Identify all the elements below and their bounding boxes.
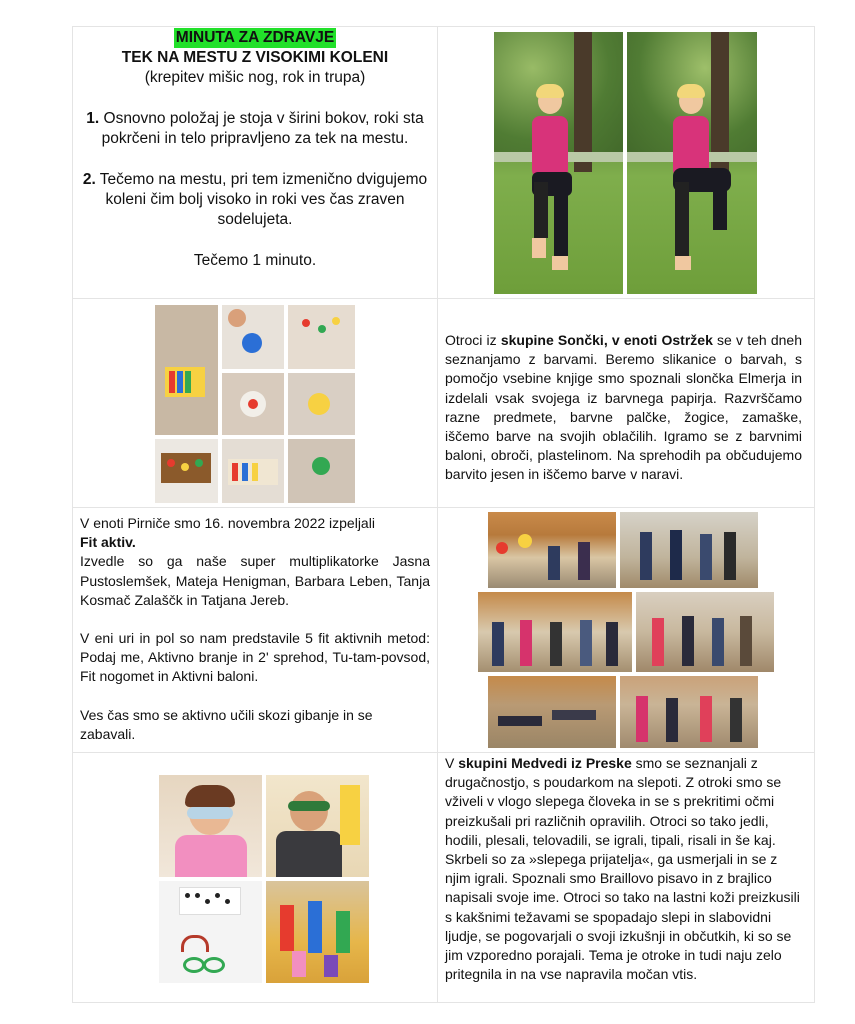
soncki-paragraph <box>438 299 814 485</box>
fit-collage <box>478 512 774 748</box>
blindness-collage <box>159 775 369 983</box>
medvedi-paragraph <box>438 753 814 984</box>
soncki-group-name: skupine Sončki, v enoti Ostržek <box>500 332 713 348</box>
collage-photo <box>155 305 218 435</box>
gym-photo <box>488 676 616 748</box>
colors-collage-cell <box>73 299 438 508</box>
gym-photo <box>620 676 758 748</box>
medvedi-text-start: V <box>445 755 459 771</box>
step-1-number: 1. <box>86 110 100 127</box>
step-2-text: Tečemo na mestu, pri tem izmenično dvigujemo koleni čim bolj visoko in roki ves čas zraven sodelujeta. <box>95 171 428 228</box>
exercise-photo-1 <box>494 32 623 294</box>
step-2 <box>73 170 437 230</box>
collage-photo <box>222 373 284 435</box>
soncki-text-rest: se v teh dneh seznanjamo z barvami. Beremo slikanice o barvah, s pomočjo vsebine knjige smo spoznali slončka Elmerja in izdelali vsak svojega iz barvnega papirja. Razvrščamo razne predmete, barvne palčke, žogice, zamaške, iščemo barve na svojih oblačilih. Igramo se z barvnimi baloni, obroči, plastelinom. Na sprehodih pa občudujemo barvito jesen in iščemo barve v naravi. <box>445 332 802 483</box>
medvedi-group-name: skupini Medvedi iz Preske <box>458 755 632 771</box>
medvedi-text-cell <box>438 753 815 1003</box>
step-1-text: Osnovno položaj je stoja v širini bokov, roki sta pokrčeni in telo pripravljeno za tek na mestu. <box>99 110 424 147</box>
step-2-number: 2. <box>82 171 96 188</box>
collage-photo <box>288 373 355 435</box>
medvedi-text-rest: smo se seznanjali z drugačnostjo, s poudarkom na slepoti. Z otroki smo se vživeli v vlogo slepega človeka in se s prekritimi očmi preizkušali pri različnih opravilih. Otroci so tako jedli, hodili, plesali, telovadili, se igrali, tipali, risali in še kaj. Skrbeli so za »slepega prijatelja«, ga usmerjali in se z njim igrali. Spoznali smo Braillovo pisavo in z brajlico napisali svoje ime. Otroci so tako na lastni koži preizkusili s kakšnimi težavami se spopadajo slepi in slabovidni ljudje, se pogovarjali o svoji izkušnji in občutkih, ki so se jim vzporedno porajali. Tema je otroke in tudi naju zelo pritegnila in na vse napravila močan vtis. <box>445 755 800 983</box>
collage-photo <box>159 881 262 983</box>
collage-photo <box>222 305 284 369</box>
gym-photo <box>478 592 632 672</box>
fit-paragraph-2: V eni uri in pol so nam predstavile 5 fit aktivnih metod: Podaj me, Aktivno branje in 2' sprehod, Tu-tam-povsod, Fit nogomet in Aktivni baloni. <box>80 630 430 685</box>
gym-photo <box>636 592 774 672</box>
colors-collage <box>155 305 355 503</box>
collage-photo <box>288 305 355 369</box>
exercise-photos-cell <box>438 27 815 299</box>
fit-paragraph-3: Ves čas smo se aktivno učili skozi gibanje in se zabavali. <box>80 706 373 742</box>
collage-photo <box>222 439 284 503</box>
fit-aktiv-cell <box>73 508 438 753</box>
collage-photo <box>266 881 369 983</box>
collage-photo <box>266 775 369 877</box>
blindness-collage-cell <box>73 753 438 1003</box>
gym-photo <box>488 512 616 588</box>
soncki-text-start: Otroci iz <box>445 332 501 348</box>
collage-photo <box>288 439 355 503</box>
collage-photo <box>159 775 262 877</box>
fit-intro-line: V enoti Pirniče smo 16. novembra 2022 izpeljali <box>80 515 375 531</box>
collage-photo <box>155 439 218 503</box>
fit-paragraph-1: Izvedle so ga naše super multiplikatorke Jasna Pustoslemšek, Mateja Henigman, Barbara Leben, Tanja Kosmač Zalaščk in Tatjana Jereb. <box>80 553 430 608</box>
exercise-subtitle: (krepitev mišic nog, rok in trupa) <box>144 69 366 86</box>
soncki-text-cell <box>438 299 815 508</box>
closing-line: Tečemo 1 minuto. <box>193 252 317 269</box>
fit-heading: Fit aktiv. <box>80 534 136 551</box>
exercise-photo-2 <box>627 32 757 294</box>
health-badge: MINUTA ZA ZDRAVJE <box>175 29 335 46</box>
gym-photo <box>620 512 758 588</box>
health-minute-cell <box>73 27 438 299</box>
content-table <box>72 26 815 1003</box>
exercise-title: TEK NA MESTU Z VISOKIMI KOLENI <box>121 49 389 66</box>
step-1 <box>73 109 437 149</box>
fit-photos-cell <box>438 508 815 753</box>
